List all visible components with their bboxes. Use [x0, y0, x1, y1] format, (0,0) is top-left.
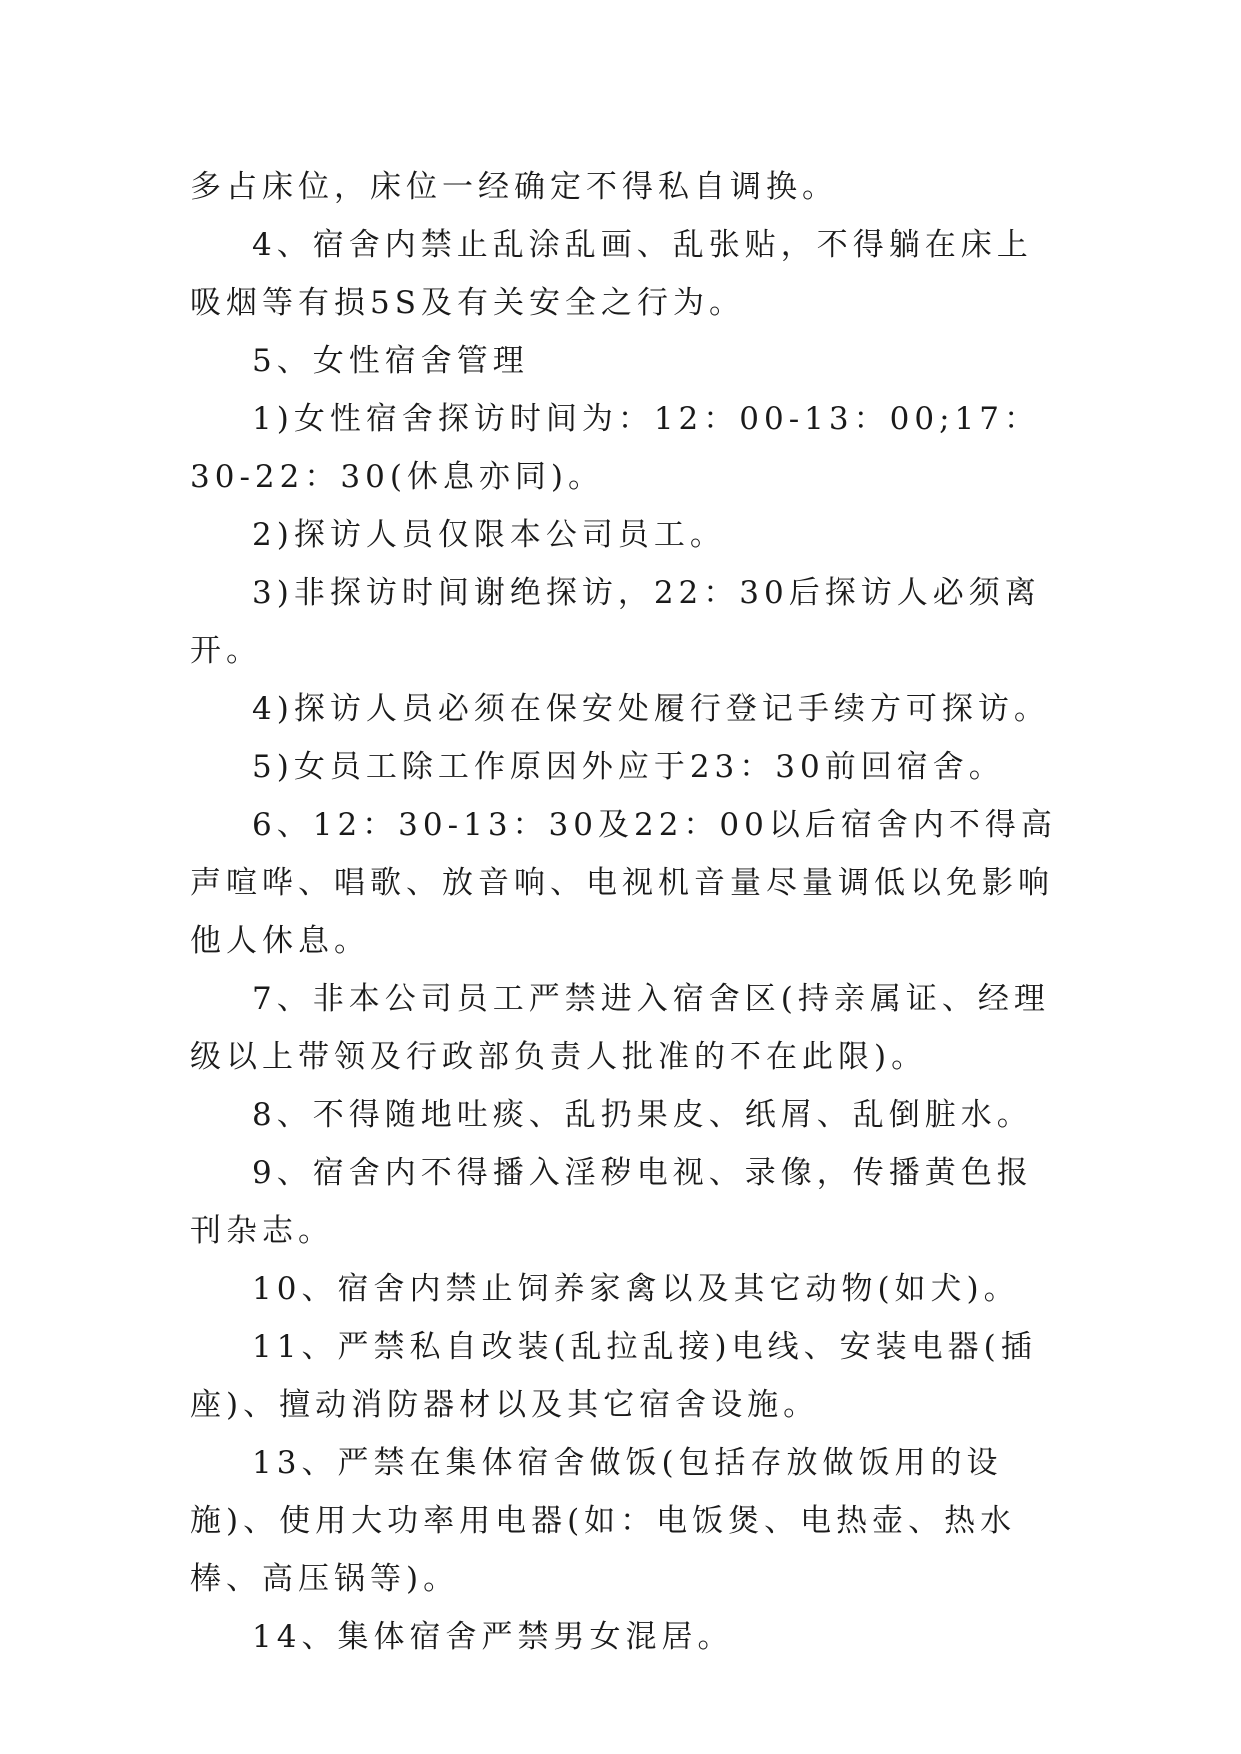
paragraph-rule-14: 14、集体宿舍严禁男女混居。 [252, 1619, 734, 1655]
paragraph-rule-6: 6、12：30-13：30及22：00以后宿舍内不得高声喧哗、唱歌、放音响、电视机音量尽量调低以免影响他人休息。 [190, 807, 1057, 959]
paragraph-rule-5-item-2: 2)探访人员仅限本公司员工。 [252, 517, 726, 553]
paragraph-rule-13: 13、严禁在集体宿舍做饭(包括存放做饭用的设施)、使用大功率用电器(如：电饭煲、电热壶、热水棒、高压锅等)。 [190, 1445, 1017, 1597]
paragraph-continuation: 多占床位，床位一经确定不得私自调换。 [190, 169, 838, 205]
paragraph-rule-4: 4、宿舍内禁止乱涂乱画、乱张贴，不得躺在床上吸烟等有损5S及有关安全之行为。 [190, 227, 1033, 321]
paragraph-rule-9: 9、宿舍内不得播入淫秽电视、录像，传播黄色报刊杂志。 [190, 1155, 1033, 1249]
paragraph-rule-5-heading: 5、女性宿舍管理 [252, 343, 529, 379]
document-body [190, 158, 1060, 1666]
paragraph-rule-8: 8、不得随地吐痰、乱扔果皮、纸屑、乱倒脏水。 [252, 1097, 1033, 1133]
paragraph-rule-5-item-1: 1)女性宿舍探访时间为：12：00-13：00;17：30-22：30(休息亦同)。 [190, 401, 1040, 495]
paragraph-rule-10: 10、宿舍内禁止饲养家禽以及其它动物(如犬)。 [252, 1271, 1020, 1307]
paragraph-rule-11: 11、严禁私自改装(乱拉乱接)电线、安装电器(插座)、擅动消防器材以及其它宿舍设施。 [190, 1329, 1037, 1423]
paragraph-rule-5-item-5: 5)女员工除工作原因外应于23：30前回宿舍。 [252, 749, 1005, 785]
paragraph-rule-5-item-3: 3)非探访时间谢绝探访，22：30后探访人必须离开。 [190, 575, 1041, 669]
paragraph-rule-7: 7、非本公司员工严禁进入宿舍区(持亲属证、经理级以上带领及行政部负责人批准的不在此限)。 [190, 981, 1050, 1075]
paragraph-rule-5-item-4: 4)探访人员必须在保安处履行登记手续方可探访。 [252, 691, 1050, 727]
